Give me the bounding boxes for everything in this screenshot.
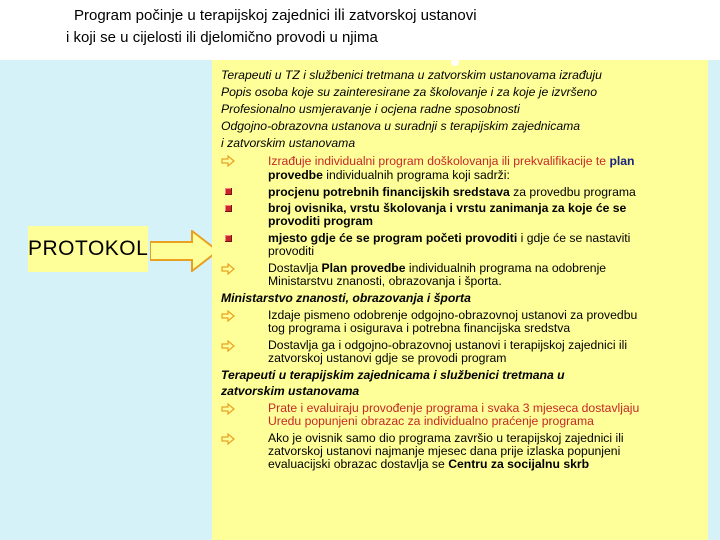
list-item: provoditi program (268, 214, 373, 228)
list-item-text: individualnih programa na odobrenje (405, 261, 607, 275)
section-heading: zatvorskim ustanovama (221, 384, 360, 398)
header-text: Program počinje u terapijskoj zajednici (74, 7, 335, 24)
list-item: Uredu popunjeni obrazac za individualno praćenje programa (268, 414, 594, 428)
section-heading: Terapeuti u terapijskim zajednicama i službenici tretmana u (221, 368, 565, 382)
list-item-text: Izrađuje individualni program doškolovanja ili prekvalifikacije te (268, 154, 610, 168)
list-item: Ministarstvu znanosti, obrazovanja i športa. (268, 274, 502, 288)
list-item (268, 185, 636, 200)
list-item (268, 154, 635, 169)
list-item: Prate i evaluiraju provođenje programa i svaka 3 mjeseca dostavljaju (268, 401, 640, 415)
header-line-1 (74, 7, 477, 25)
red-square-icon (225, 235, 232, 242)
panel-heading-line: Popis osoba koje su zainteresirane za školovanje i za koje je izvršeno (221, 85, 597, 99)
list-item: Dostavlja ga i odgojno-obrazovnoj ustanovi i terapijskoj zajednici ili (268, 338, 628, 352)
panel-heading-line: i zatvorskim ustanovama (221, 136, 356, 150)
hollow-right-arrow-icon (221, 340, 235, 352)
hollow-right-arrow-icon (221, 263, 235, 275)
list-item-text: Dostavlja (268, 261, 322, 275)
list-item: zatvorskoj ustanovi najmanje mjesec dana prije izlaska popunjeni (268, 444, 621, 458)
hollow-right-arrow-icon (221, 403, 235, 415)
list-item: provoditi (268, 244, 315, 258)
right-arrow-icon (150, 230, 220, 272)
list-item: Ako je ovisnik samo dio programa završio u terapijskoj zajednici ili (268, 431, 624, 445)
list-item-text: evaluacijski obrazac dostavlja se (268, 457, 449, 471)
hollow-right-arrow-icon (221, 310, 235, 322)
panel-heading-line: Profesionalno usmjeravanje i ocjena radne sposobnosti (221, 102, 520, 116)
list-item-emphasis: provedbe (268, 168, 323, 182)
header-text-ili: ili (334, 7, 345, 24)
dot-marker (451, 58, 459, 66)
list-item-emphasis: plan (609, 154, 635, 168)
list-item: zatvorskoj ustanovi gdje se provodi program (268, 351, 507, 365)
list-item (268, 231, 630, 246)
list-item: broj ovisnika, vrstu školovanja i vrstu zanimanja za koje će se (268, 201, 627, 215)
list-item (268, 168, 510, 183)
list-item (268, 457, 589, 472)
content-panel (212, 60, 708, 540)
panel-heading-line: Terapeuti u TZ i službenici tretmana u zatvorskim ustanovama izrađuju (221, 68, 602, 82)
section-heading: Ministarstvo znanosti, obrazovanja i športa (221, 291, 471, 305)
list-item: Izdaje pismeno odobrenje odgojno-obrazovnoj ustanovi za provedbu (268, 308, 638, 322)
list-item: tog programa i osigurava i potrebna financijska sredstva (268, 321, 571, 335)
header-line-2: i koji se u cijelosti ili djelomično provodi u njima (66, 29, 378, 46)
list-item-text: i gdje će se nastaviti (517, 231, 631, 245)
slide-header (0, 0, 720, 60)
list-item-text: individualnih programa koji sadrži: (322, 168, 510, 182)
hollow-right-arrow-icon (221, 433, 235, 445)
panel-heading-line: Odgojno-obrazovna ustanova u suradnji s terapijskim zajednicama (221, 119, 581, 133)
header-text: zatvorskoj ustanovi (344, 7, 477, 24)
list-item-emphasis: procjenu potrebnih financijskih sredstava (268, 185, 510, 199)
red-square-icon (225, 188, 232, 195)
list-item-emphasis: Centru za socijalnu skrb (448, 457, 590, 471)
protokol-box: PROTOKOL (28, 226, 148, 272)
list-item-emphasis: Plan provedbe (321, 261, 406, 275)
red-square-icon (225, 205, 232, 212)
hollow-right-arrow-icon (221, 155, 235, 167)
list-item-text: za provedbu programa (509, 185, 636, 199)
list-item-emphasis: mjesto gdje će se program početi provoditi (268, 231, 518, 245)
